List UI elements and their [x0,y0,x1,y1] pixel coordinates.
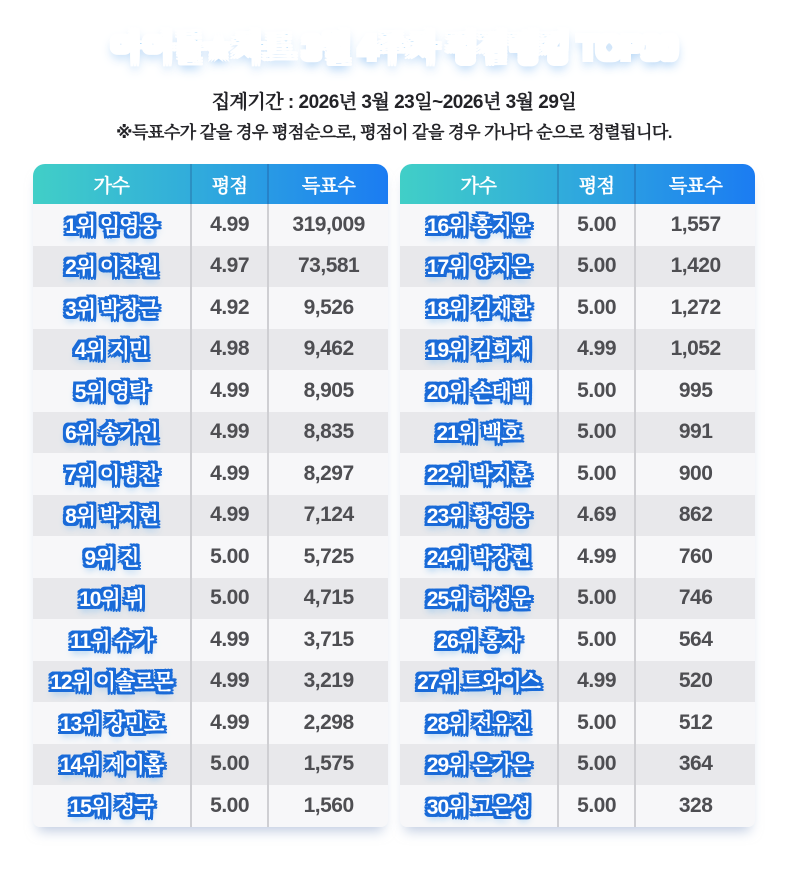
cell-rank-artist: 17위 양지은 [426,256,531,280]
table-row [400,287,755,329]
cell-rating: 4.99 [190,204,267,246]
cell-rank-artist: 28위 전유진 [426,712,531,736]
table-row [400,246,755,288]
sorting-note: ※득표수가 같을 경우 평점순으로, 평점이 같을 경우 가나다 순으로 정렬됩니다. [115,123,673,142]
column-header-votes: 득표수 [267,164,388,204]
cell-votes: 2,298 [267,702,388,744]
ranking-table-16-30 [400,164,755,827]
cell-rank-artist: 12위 이솔로몬 [50,671,173,695]
cell-votes: 900 [634,453,755,495]
cell-rank-artist: 22위 박지훈 [426,463,531,487]
cell-votes: 8,297 [267,453,388,495]
table-row [33,744,388,786]
cell-rating: 4.99 [190,702,267,744]
table-row [400,370,755,412]
cell-votes: 8,905 [267,370,388,412]
cell-votes: 520 [634,661,755,703]
cell-votes: 364 [634,744,755,786]
cell-rating: 5.00 [557,744,634,786]
cell-rating: 4.99 [190,619,267,661]
cell-rating: 4.99 [557,661,634,703]
table-body [400,204,755,827]
cell-votes: 746 [634,578,755,620]
table-body [33,204,388,827]
table-row [33,287,388,329]
cell-votes: 564 [634,619,755,661]
table-row [400,495,755,537]
cell-rating: 4.99 [190,661,267,703]
table-row [33,495,388,537]
cell-rank-artist: 11위 슈가 [70,629,153,653]
cell-rating: 4.69 [557,495,634,537]
cell-votes: 319,009 [267,204,388,246]
table-row [33,661,388,703]
table-row [400,412,755,454]
cell-rank-artist: 19위 김희재 [426,339,531,363]
cell-rating: 5.00 [557,702,634,744]
table-row [400,329,755,371]
cell-rating: 4.92 [190,287,267,329]
cell-rating: 4.99 [190,412,267,454]
infographic-page [0,22,788,879]
table-header [33,164,388,204]
cell-rank-artist: 25위 하성운 [426,588,531,612]
cell-rank-artist: 23위 황영웅 [426,505,531,529]
period-subtitle: 집계기간 : 2026년 3월 23일~2026년 3월 29일 [211,92,577,113]
cell-rank-artist: 9위 진 [84,546,139,570]
table-row [33,702,388,744]
cell-rating: 5.00 [190,744,267,786]
table-row [33,329,388,371]
cell-rank-artist: 7위 이병찬 [65,463,158,487]
table-row [33,578,388,620]
cell-rating: 5.00 [557,287,634,329]
cell-rank-artist: 18위 김재환 [426,297,531,321]
cell-rank-artist: 30위 고은성 [426,795,531,819]
table-row [400,744,755,786]
table-row [33,204,388,246]
cell-rank-artist: 26위 홍자 [436,629,521,653]
cell-rank-artist: 15위 정국 [69,795,154,819]
cell-rank-artist: 4위 지민 [74,339,149,363]
cell-votes: 9,462 [267,329,388,371]
cell-rating: 5.00 [557,204,634,246]
cell-rank-artist: 27위 트와이스 [417,671,540,695]
cell-votes: 1,557 [634,204,755,246]
table-row [400,702,755,744]
cell-votes: 3,715 [267,619,388,661]
cell-votes: 7,124 [267,495,388,537]
cell-rating: 5.00 [190,785,267,827]
cell-votes: 4,715 [267,578,388,620]
cell-votes: 5,725 [267,536,388,578]
cell-votes: 328 [634,785,755,827]
table-row [33,619,388,661]
cell-votes: 760 [634,536,755,578]
column-header-singer: 가수 [460,175,497,197]
cell-rank-artist: 20위 손태백 [426,380,531,404]
cell-rating: 5.00 [190,536,267,578]
cell-rank-artist: 24위 박장현 [426,546,531,570]
cell-votes: 862 [634,495,755,537]
cell-rank-artist: 2위 이찬원 [65,256,158,280]
table-row [400,619,755,661]
cell-rank-artist: 16위 홍지윤 [426,214,531,238]
table-header [400,164,755,204]
cell-rating: 4.99 [190,370,267,412]
cell-rating: 5.00 [557,619,634,661]
table-row [400,204,755,246]
table-row [400,661,755,703]
cell-rating: 5.00 [557,785,634,827]
cell-rank-artist: 3위 박창근 [65,297,158,321]
cell-votes: 512 [634,702,755,744]
cell-rating: 4.97 [190,246,267,288]
cell-rank-artist: 5위 영탁 [74,380,149,404]
cell-votes: 1,575 [267,744,388,786]
cell-rating: 5.00 [557,453,634,495]
cell-votes: 991 [634,412,755,454]
cell-rank-artist: 10위 뷔 [79,588,144,612]
cell-rank-artist: 8위 박지현 [65,505,158,529]
table-row [33,536,388,578]
cell-rank-artist: 13위 장민호 [59,712,164,736]
cell-rating: 5.00 [557,246,634,288]
page-title: 아이돌★차트 3월 4주차 평점랭킹 TOP30 [0,22,788,69]
table-row [33,785,388,827]
ranking-table-1-15 [33,164,388,827]
table-row [33,370,388,412]
table-row [400,785,755,827]
cell-votes: 3,219 [267,661,388,703]
cell-rating: 4.99 [557,536,634,578]
cell-rating: 5.00 [557,370,634,412]
cell-rating: 4.99 [190,453,267,495]
table-row [400,453,755,495]
cell-rating: 4.98 [190,329,267,371]
cell-rating: 5.00 [190,578,267,620]
cell-rating: 4.99 [190,495,267,537]
cell-votes: 9,526 [267,287,388,329]
column-header-votes: 득표수 [634,164,755,204]
cell-votes: 8,835 [267,412,388,454]
table-row [33,453,388,495]
cell-rank-artist: 1위 임영웅 [65,214,158,238]
cell-rank-artist: 6위 송가인 [65,422,158,446]
cell-rating: 5.00 [557,578,634,620]
table-row [33,412,388,454]
column-header-rating: 평점 [190,164,267,204]
cell-votes: 1,272 [634,287,755,329]
cell-rating: 4.99 [557,329,634,371]
column-header-singer: 가수 [93,175,130,197]
cell-rank-artist: 14위 제이홉 [59,754,164,778]
table-row [400,578,755,620]
cell-votes: 1,052 [634,329,755,371]
cell-votes: 995 [634,370,755,412]
cell-rank-artist: 21위 백호 [436,422,521,446]
cell-rank-artist: 29위 은가은 [426,754,531,778]
table-row [400,536,755,578]
cell-votes: 73,581 [267,246,388,288]
ranking-tables [0,164,788,827]
cell-votes: 1,420 [634,246,755,288]
cell-rating: 5.00 [557,412,634,454]
column-header-rating: 평점 [557,164,634,204]
cell-votes: 1,560 [267,785,388,827]
table-row [33,246,388,288]
